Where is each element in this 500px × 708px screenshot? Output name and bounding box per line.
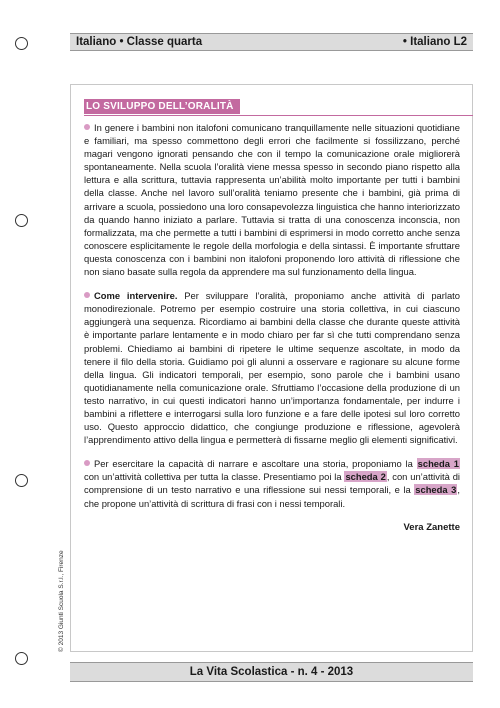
paragraph-how-to: Come intervenire. Per sviluppare l’oralità, proponiamo anche attività di parlato monodirezionale. Potremo per esempio costruire una storia collettiva, in cui ciascuno aggiungerà una sequenza. Ricordiamo ai bambini della classe che durante queste attività è importante parlare lentamente e in modo chiaro per far sì che tutti comprendano senza problemi. Chiediamo ai bambini di ripetere le ultime sequenze ascoltate, in modo da tenere il filo della storia. Guidiamo poi gli alunni a osservare e ragionare su alcune forme della lingua. Gli indicatori temporali, per esempio, sono parole che i bambini usano quotidianamente nella comunicazione orale. Sfruttiamo l’occasione della produzione di un testo narrativo, in cui questi indicatori hanno un’importanza fondamentale, per indurre i bambini a riflettere e interrogarsi sulla loro funzione e a fare delle ipotesi sul loro corretto uso. Questo approccio didattico, che congiunge produzione e riflessione, agevolerà l’apprendimento attivo della lingua e permetterà di fissarne meglio gli elementi significativi. [84,290,461,446]
bullet-icon [84,124,90,130]
binder-hole-3 [15,474,28,487]
worksheet-link-1[interactable]: scheda 1 [417,458,459,470]
article-body [84,121,460,534]
binder-hole-1 [15,37,28,50]
bullet-icon [84,460,90,466]
binder-hole-4 [15,652,28,665]
author-name: Vera Zanette [403,521,460,533]
paragraph-intro: In genere i bambini non italofoni comunicano tranquillamente nelle situazioni quotidiane e familiari, ma spesso commettono degli errori che facilmente si fossilizzano, perché magari vengono ignorati pensando che con il tempo la comunicazione orale migliorerà spontaneamente. Nella scuola l’oralità viene messa spesso in secondo piano rispetto alla lettura e alla scrittura, tuttavia rappresenta un’abilità molto importante per tutti i bambini della classe. Anche nel lavoro sull’oralità teniamo presente che i bambini, già prima di arrivare a scuola, possiedono una loro consapevolezza linguistica che hanno interiorizzato da quando hanno iniziato a parlare. Tuttavia si tratta di una conoscenza inconscia, non formalizzata, ma che permette a tutti i bambini di esprimersi in modo corretto anche senza conoscere esplicitamente le regole della morfologia e della sintassi. È importante sfruttare questa conoscenza con i bambini non italofoni proponendo loro attività di riflessione che non siano basate sulla regola da apprendere ma sul funzionamento della lingua. [84,122,460,278]
worksheet-link-2[interactable]: scheda 2 [345,471,386,483]
section-title: LO SVILUPPO DELL’ORALITÀ [84,99,240,114]
header-category: • Italiano L2 [402,36,467,48]
bullet-icon [84,292,90,298]
copyright-note: © 2013 Giunti Scuola S.r.l., Firenze [58,550,65,652]
header-bar [70,33,473,51]
paragraph-label: Come intervenire. [94,290,178,302]
paragraph-worksheets: Per esercitare la capacità di narrare e ascoltare una storia, proponiamo la scheda 1 con un’attività collettiva per tutta la classe. Presentiamo poi la scheda 2, con un’attività di comprensione di un testo narrativo e una riflessione sui nessi temporali, e la scheda 3, che propone un’attività di scrittura di frasi con i nessi temporali. [84,458,461,509]
footer-bar: La Vita Scolastica - n. 4 - 2013 [70,662,473,682]
binder-hole-2 [15,214,28,227]
header-subject: Italiano • Classe quarta [76,36,203,48]
worksheet-link-3[interactable]: scheda 3 [415,484,457,496]
